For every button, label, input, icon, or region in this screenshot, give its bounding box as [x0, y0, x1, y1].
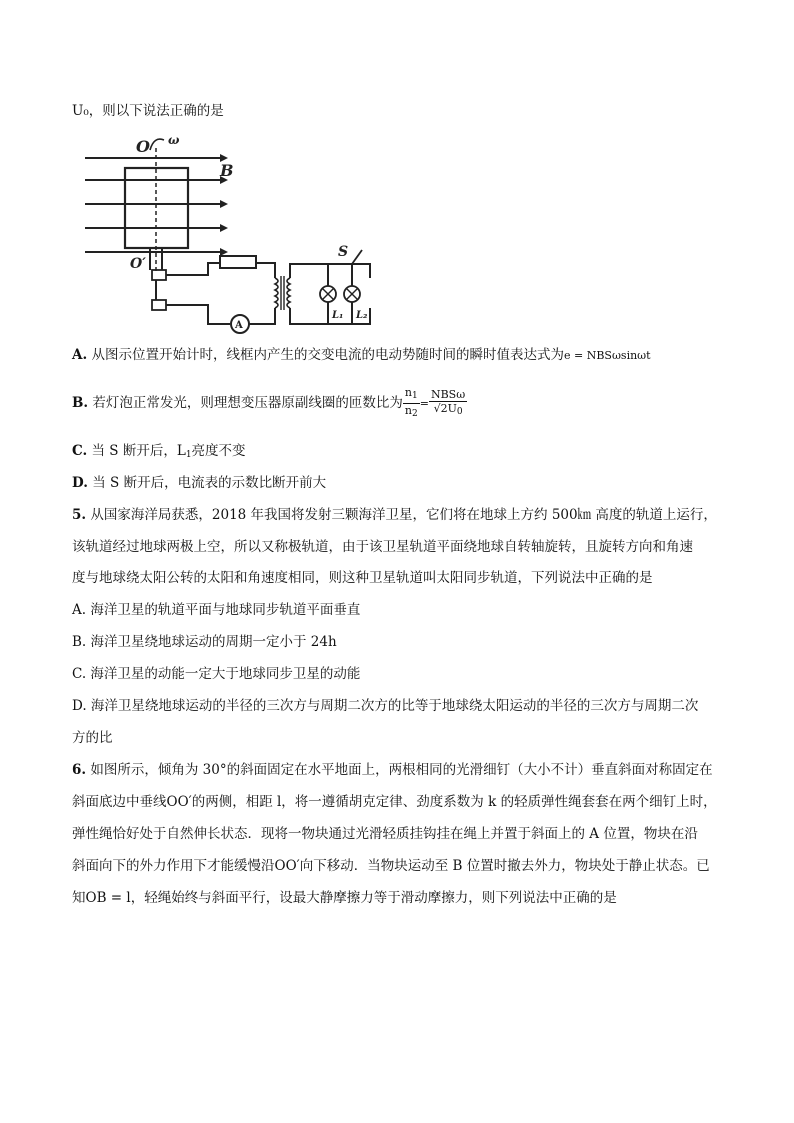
q4-option-d: D. 当 S 断开后，电流表的示数比断开前大: [72, 475, 327, 491]
axis-o-label: O: [136, 137, 150, 156]
ammeter-label: A: [235, 320, 243, 331]
q6-stem-line-4: 斜面向下的外力作用下才能缓慢沿OO′向下移动．当物块运动至 B 位置时撤去外力，物块处于静止状态。已: [72, 858, 710, 874]
q5-option-d-line-2: 方的比: [72, 730, 113, 746]
q4-option-a: A. 从图示位置开始计时，线框内产生的交变电流的电动势随时间的瞬时值表达式为e = NBSωsinωt: [72, 347, 651, 363]
intro-line: U₀，则以下说法正确的是: [72, 103, 224, 119]
q5-option-b: B. 海洋卫星绕地球运动的周期一定小于 24h: [72, 634, 337, 650]
lamp-l1-label: L₁: [332, 310, 344, 321]
q5-option-c: C. 海洋卫星的动能一定大于地球同步卫星的动能: [72, 666, 361, 682]
emf-voltage-fraction: $\frac{\text{NBSω}}{√2U_0}$: [430, 388, 466, 417]
q6-stem-line-1: 6. 如图所示，倾角为 30°的斜面固定在水平地面上，两根相同的光滑细钉（大小不计）垂直斜面对称固定在: [72, 762, 713, 778]
q4-option-b: B. 若灯泡正常发光，则理想变压器原副线圈的匝数比为 $\frac{n_1}{n_2}$ = $\frac{\text{NBSω}}{√2U_0}$: [72, 386, 466, 419]
q5-stem-line-2: 该轨道经过地球两极上空，所以又称极轨道，由于该卫星轨道平面绕地球自转轴旋转，且旋转方向和角速: [72, 539, 693, 555]
axis-o-prime-label: O′: [130, 256, 146, 272]
generator-circuit-figure: [80, 128, 385, 338]
switch-s-label: S: [338, 244, 349, 260]
q5-option-a: A. 海洋卫星的轨道平面与地球同步轨道平面垂直: [72, 602, 361, 618]
q6-stem-line-2: 斜面底边中垂线OO′的两侧，相距 l，将一遵循胡克定律、劲度系数为 k 的轻质弹性绳套套在两个细钉上时，: [72, 794, 717, 810]
q6-stem-line-5: 知OB = l，轻绳始终与斜面平行，设最大静摩擦力等于滑动摩擦力，则下列说法中正确的是: [72, 890, 617, 906]
q6-stem-line-3: 弹性绳恰好处于自然伸长状态．现将一物块通过光滑轻质挂钩挂在绳上并置于斜面上的 A 位置，物块在沿: [72, 826, 698, 842]
q5-stem-line-3: 度与地球绕太阳公转的太阳和角速度相同，则这种卫星轨道叫太阳同步轨道，下列说法中正确的是: [72, 570, 653, 586]
field-b-label: B: [220, 161, 234, 180]
lamp-l2-label: L₂: [356, 310, 368, 321]
q4-option-c: C. 当 S 断开后，$L_1$亮度不变: [72, 443, 246, 460]
omega-label: ω: [168, 133, 180, 147]
turns-ratio-fraction: $\frac{n_1}{n_2}$: [404, 386, 418, 419]
q5-option-d-line-1: D. 海洋卫星绕地球运动的半径的三次方与周期二次方的比等于地球绕太阳运动的半径的三次方与周期二次: [72, 698, 699, 714]
q5-stem-line-1: 5. 从国家海洋局获悉，2018 年我国将发射三颗海洋卫星，它们将在地球上方约 500㎞ 高度的轨道上运行，: [72, 507, 717, 523]
